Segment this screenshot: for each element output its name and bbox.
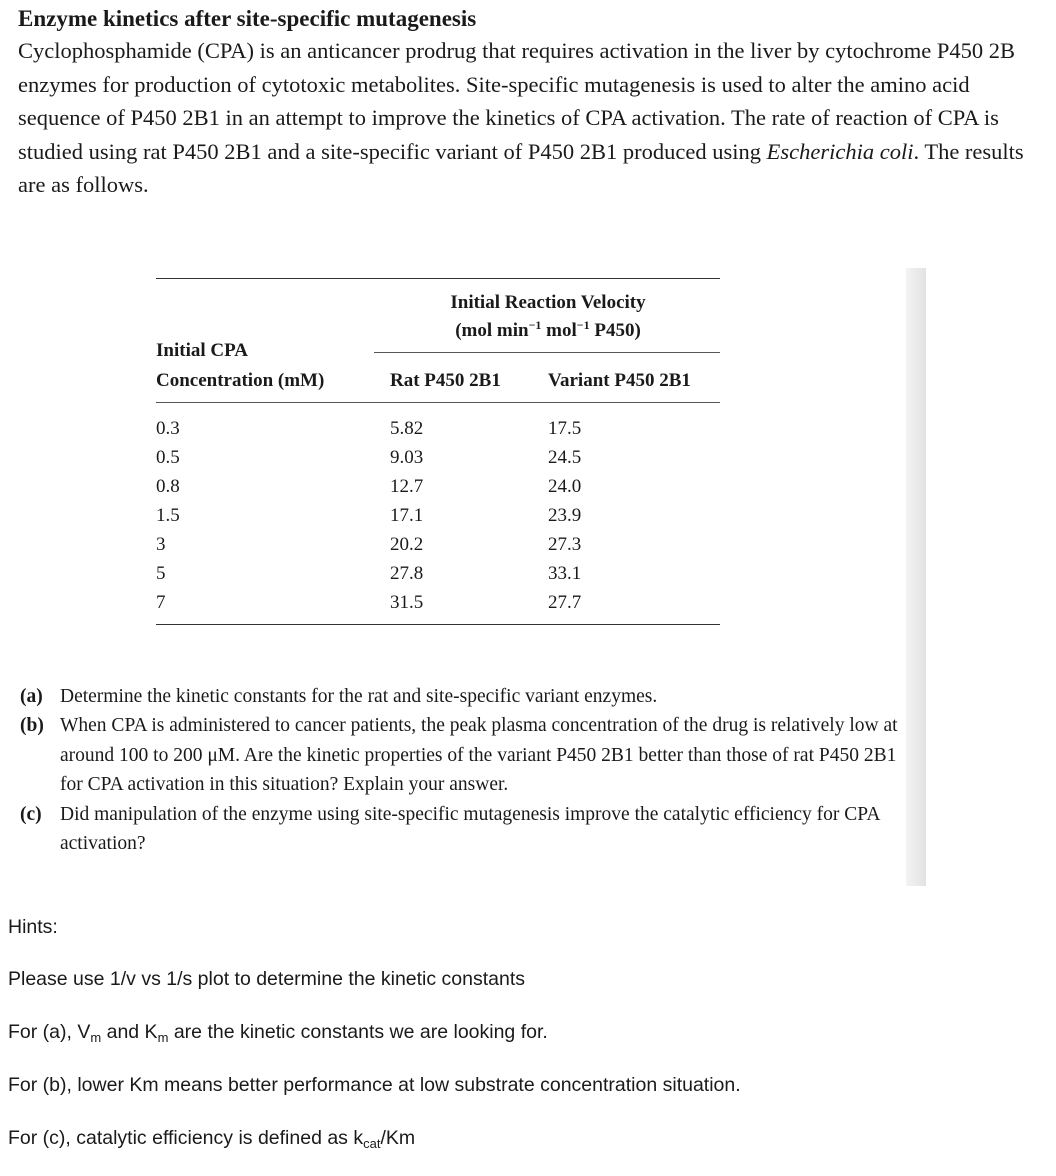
cell-rat: 31.5: [390, 592, 424, 613]
group-header-unit-mid: mol: [541, 320, 577, 341]
cell-rat: 5.82: [390, 418, 424, 439]
data-table: [156, 278, 720, 626]
hint-2-prefix: For (a), V: [8, 1021, 91, 1043]
cell-conc: 5: [156, 563, 166, 584]
question-c-label: (c): [20, 803, 42, 825]
hint-4-sub-kcat: cat: [363, 1136, 381, 1151]
header-bottom-rule: [156, 402, 720, 403]
cell-variant: 27.7: [548, 592, 582, 613]
hints-heading: Hints:: [8, 916, 58, 938]
hint-line-2: [8, 1019, 548, 1045]
questions-list: [20, 682, 910, 858]
hint-4-prefix: For (c), catalytic efficiency is defined as k: [8, 1127, 364, 1149]
group-header-line1: Initial Reaction Velocity: [450, 292, 646, 313]
hint-2-suffix: are the kinetic constants we are looking for.: [168, 1021, 548, 1043]
question-b: [20, 711, 910, 799]
cell-variant: 27.3: [548, 534, 582, 555]
cell-conc: 3: [156, 534, 166, 555]
question-c: [20, 800, 910, 859]
cell-conc: 0.3: [156, 418, 180, 439]
cell-conc: 7: [156, 592, 166, 613]
question-b-text: When CPA is administered to cancer patients, the peak plasma concentration of the drug is relatively low at around 100 to 200 μM. Are the kinetic properties of the variant P450 2B1 better than those of rat P450 2B1 for CPA activation in this situation? Explain your answer.: [60, 715, 898, 796]
cell-conc: 0.5: [156, 447, 180, 468]
group-header-line2: [376, 318, 720, 344]
hint-4-suffix: /Km: [380, 1127, 416, 1149]
cell-variant: 17.5: [548, 418, 582, 439]
page-title: Enzyme kinetics after site-specific mutagenesis: [18, 6, 477, 31]
hint-2-sub-km: m: [157, 1030, 169, 1045]
hint-line-1: Please use 1/v vs 1/s plot to determine the kinetic constants: [8, 968, 526, 990]
question-c-text: Did manipulation of the enzyme using site-specific mutagenesis improve the catalytic efficiency for CPA activation?: [60, 803, 880, 855]
group-header-exp1: −1: [528, 318, 542, 332]
cell-rat: 27.8: [390, 563, 424, 584]
col2-header: Rat P450 2B1: [390, 370, 501, 391]
question-b-label: (b): [20, 715, 44, 737]
group-header-unit-suffix: P450): [589, 320, 641, 341]
question-a: [20, 682, 910, 711]
hint-line-4: [8, 1125, 415, 1151]
col1-header-line1: Initial CPA: [156, 340, 249, 361]
group-header-exp2: −1: [576, 318, 590, 332]
col1-header-line2: Concentration (mM): [156, 370, 325, 391]
cell-rat: 20.2: [390, 534, 424, 555]
table-top-rule: [156, 278, 720, 279]
group-header-rule: [374, 352, 720, 353]
intro-text-part2: . The results are as follows.: [18, 138, 1024, 198]
intro-paragraph: [18, 34, 1043, 202]
hint-line-3: For (b), lower Km means better performance at low substrate concentration situation.: [8, 1074, 741, 1096]
hint-2-sub-vm: m: [90, 1030, 102, 1045]
table-bottom-rule: [156, 624, 720, 625]
cell-conc: 0.8: [156, 476, 180, 497]
intro-text-part1: Cyclophosphamide (CPA) is an anticancer prodrug that requires activation in the liver by cytochrome P450 2B enzymes for production of cytotoxic metabolites. Site-specific mutagenesis is used to alter the amino acid sequence of P450 2B1 in an attempt to improve the kinetics of CPA activation. The rate of reaction of CPA is studied using rat P450 2B1 and a site-specific variant of P450 2B1 produced using: [18, 38, 1016, 164]
cell-variant: 24.0: [548, 476, 582, 497]
cell-rat: 12.7: [390, 476, 424, 497]
cell-variant: 23.9: [548, 505, 582, 526]
cell-variant: 33.1: [548, 563, 582, 584]
col3-header: Variant P450 2B1: [548, 370, 691, 391]
question-a-label: (a): [20, 686, 43, 707]
cell-variant: 24.5: [548, 447, 582, 468]
cell-rat: 9.03: [390, 447, 424, 468]
cell-rat: 17.1: [390, 505, 424, 526]
group-header-unit-prefix: (mol min: [455, 320, 529, 341]
intro-organism: Escherichia coli: [766, 138, 914, 164]
cell-conc: 1.5: [156, 505, 180, 526]
question-a-text: Determine the kinetic constants for the rat and site-specific variant enzymes.: [60, 686, 658, 707]
hint-2-mid: and K: [101, 1021, 158, 1043]
